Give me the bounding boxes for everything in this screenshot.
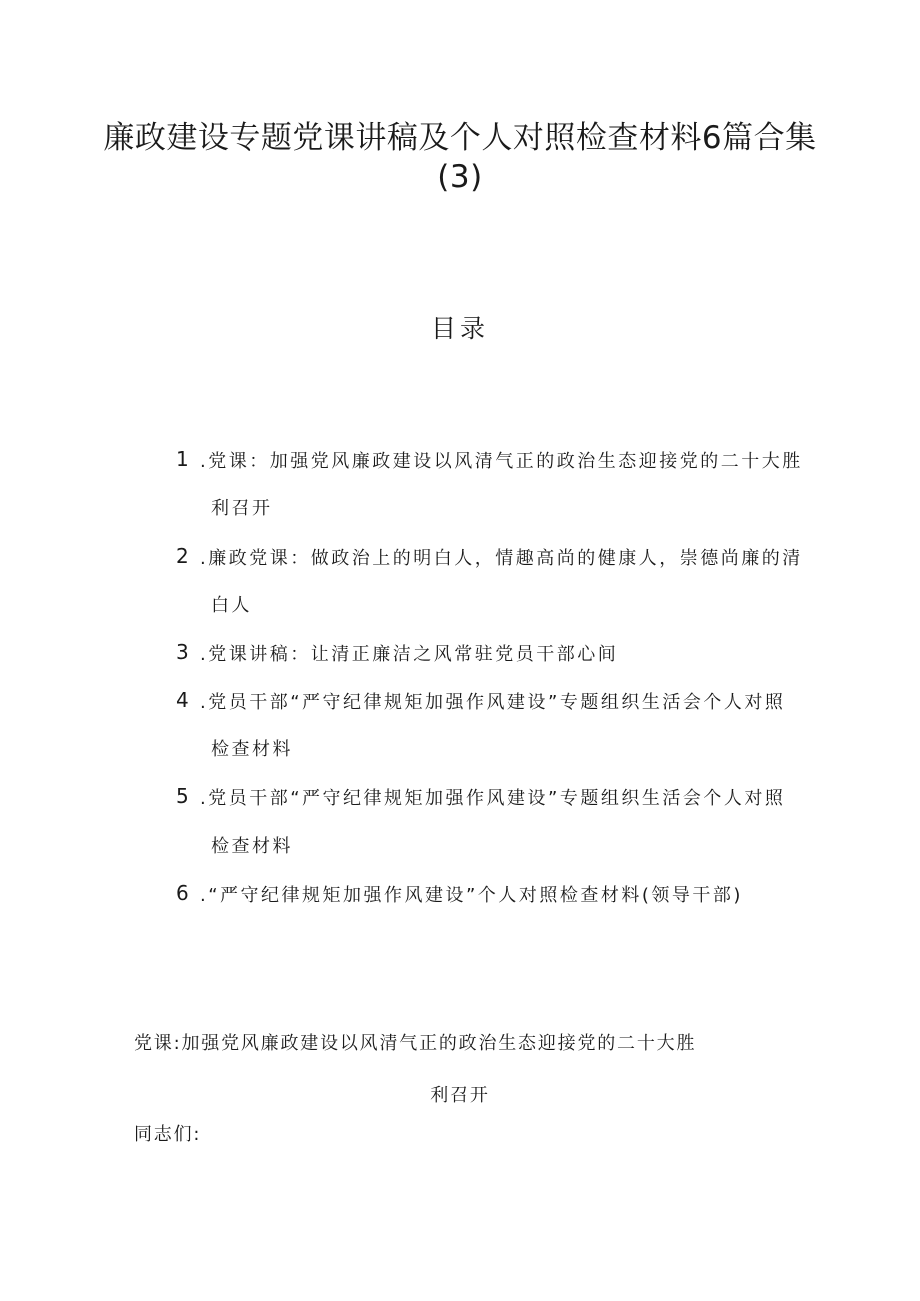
toc-item-number: 2	[176, 544, 192, 568]
toc-item-number: 4	[176, 688, 192, 712]
toc-item-title-continued: 白人	[211, 595, 252, 616]
toc-item-title: .廉政党课：做政治上的明白人，情趣高尚的健康人，崇德尚廉的清	[200, 548, 803, 569]
toc-item-title: .党课讲稿：让清正廉洁之风常驻党员干部心间	[200, 644, 619, 665]
toc-item-title-continued: 利召开	[211, 498, 273, 519]
toc-item-number: 5	[176, 784, 192, 808]
toc-item-title-continued: 检查材料	[211, 739, 293, 760]
toc-item-title: .党员干部“严守纪律规矩加强作风建设”专题组织生活会个人对照	[200, 788, 786, 809]
toc-item-title: .党员干部“严守纪律规矩加强作风建设”专题组织生活会个人对照	[200, 692, 786, 713]
toc-item-number: 3	[176, 640, 192, 664]
toc-item-number: 1	[176, 447, 192, 471]
document-title-volume: (3)	[437, 159, 483, 195]
section-title: 党课:加强党风廉政建设以风清气正的政治生态迎接党的二十大胜	[134, 1033, 697, 1054]
toc-item-title: .“严守纪律规矩加强作风建设”个人对照检查材料(领导干部)	[200, 885, 743, 906]
toc-item-number: 6	[176, 881, 192, 905]
toc-item-title-continued: 检查材料	[211, 836, 293, 857]
toc-item-title: .党课：加强党风廉政建设以风清气正的政治生态迎接党的二十大胜	[200, 451, 803, 472]
toc-heading: 目录	[430, 314, 489, 343]
greeting: 同志们:	[134, 1124, 202, 1145]
document-title: 廉政建设专题党课讲稿及个人对照检查材料6篇合集	[103, 120, 817, 156]
section-title-continued: 利召开	[430, 1085, 490, 1106]
